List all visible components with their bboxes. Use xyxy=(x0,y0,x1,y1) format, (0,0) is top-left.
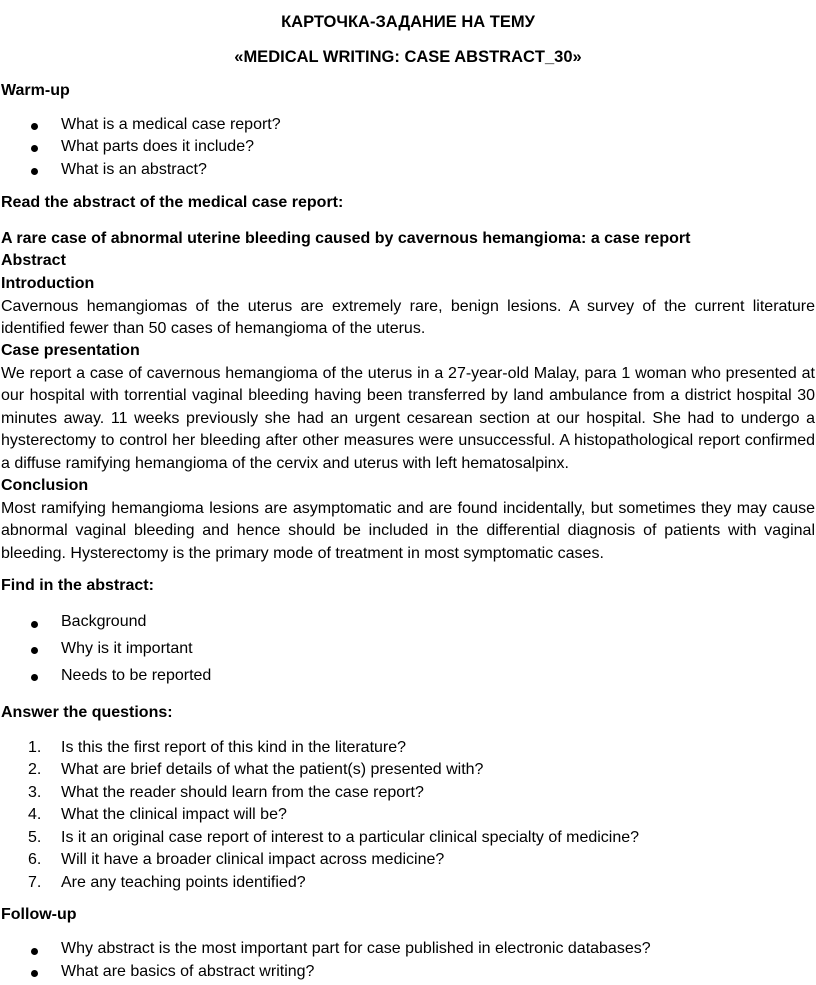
followup-heading: Follow-up xyxy=(1,906,77,923)
case-presentation-text: We report a case of cavernous hemangioma of the uterus in a 27-year-old Malay, para 1 woman who presented at our hospital with torrential vaginal bleeding having been transferred by land ambulance from a district hospital 30 minutes away. 11 weeks previously she had an urgent cesarean section at our hospital. She had to undergo a hysterectomy to control her bleeding after other measures were unsuccessful. A histopathological report confirmed a diffuse ramifying hemangioma of the cervix and uterus with left hematosalpinx. xyxy=(1,365,815,472)
bullet-icon xyxy=(31,970,38,977)
question-number: 2. xyxy=(28,761,42,778)
article-title: A rare case of abnormal uterine bleeding caused by cavernous hemangioma: a case report xyxy=(1,230,691,247)
bullet-icon xyxy=(31,168,38,175)
question-number: 6. xyxy=(28,851,42,868)
find-heading: Find in the abstract: xyxy=(1,577,154,594)
question-number: 5. xyxy=(28,829,42,846)
question-item: What the reader should learn from the case report? xyxy=(61,784,424,801)
warmup-item: What is an abstract? xyxy=(61,161,207,178)
question-item: What are brief details of what the patient(s) presented with? xyxy=(61,761,484,778)
question-item: Is it an original case report of interest to a particular clinical specialty of medicine? xyxy=(61,829,640,846)
warmup-heading: Warm-up xyxy=(1,82,70,99)
abstract-label: Abstract xyxy=(1,252,66,269)
find-item: Why is it important xyxy=(61,640,193,657)
title-line-2: «MEDICAL WRITING: CASE ABSTRACT_30» xyxy=(234,48,582,66)
bullet-icon xyxy=(31,621,38,628)
question-number: 7. xyxy=(28,874,42,891)
find-item: Needs to be reported xyxy=(61,667,212,684)
question-item: Is this the first report of this kind in the literature? xyxy=(61,739,407,756)
warmup-item: What is a medical case report? xyxy=(61,116,281,133)
followup-item: Why abstract is the most important part for case published in electronic databases? xyxy=(61,940,651,957)
bullet-icon xyxy=(31,674,38,681)
bullet-icon xyxy=(31,123,38,130)
question-item: What the clinical impact will be? xyxy=(61,806,287,823)
question-number: 3. xyxy=(28,784,42,801)
case-presentation-label: Case presentation xyxy=(1,342,140,359)
followup-item: What are basics of abstract writing? xyxy=(61,963,315,980)
introduction-text: Cavernous hemangiomas of the uterus are extremely rare, benign lesions. A survey of the current literature identified fewer than 50 cases of hemangioma of the uterus. xyxy=(1,298,815,338)
answer-heading: Answer the questions: xyxy=(1,704,173,721)
title-line-1: КАРТОЧКА-ЗАДАНИЕ НА ТЕМУ xyxy=(281,13,535,31)
question-number: 1. xyxy=(28,739,42,756)
find-item: Background xyxy=(61,613,147,630)
read-heading: Read the abstract of the medical case report: xyxy=(1,194,344,211)
question-item: Are any teaching points identified? xyxy=(61,874,306,891)
conclusion-text: Most ramifying hemangioma lesions are asymptomatic and are found incidentally, but sometimes they may cause abnormal vaginal bleeding and hence should be included in the differential diagnosis of patients with vaginal bleeding. Hysterectomy is the primary mode of treatment in most symptomatic cases. xyxy=(1,500,815,562)
conclusion-label: Conclusion xyxy=(1,477,89,494)
bullet-icon xyxy=(31,145,38,152)
introduction-label: Introduction xyxy=(1,275,95,292)
question-item: Will it have a broader clinical impact across medicine? xyxy=(61,851,445,868)
warmup-item: What parts does it include? xyxy=(61,138,254,155)
question-number: 4. xyxy=(28,806,42,823)
bullet-icon xyxy=(31,948,38,955)
bullet-icon xyxy=(31,647,38,654)
